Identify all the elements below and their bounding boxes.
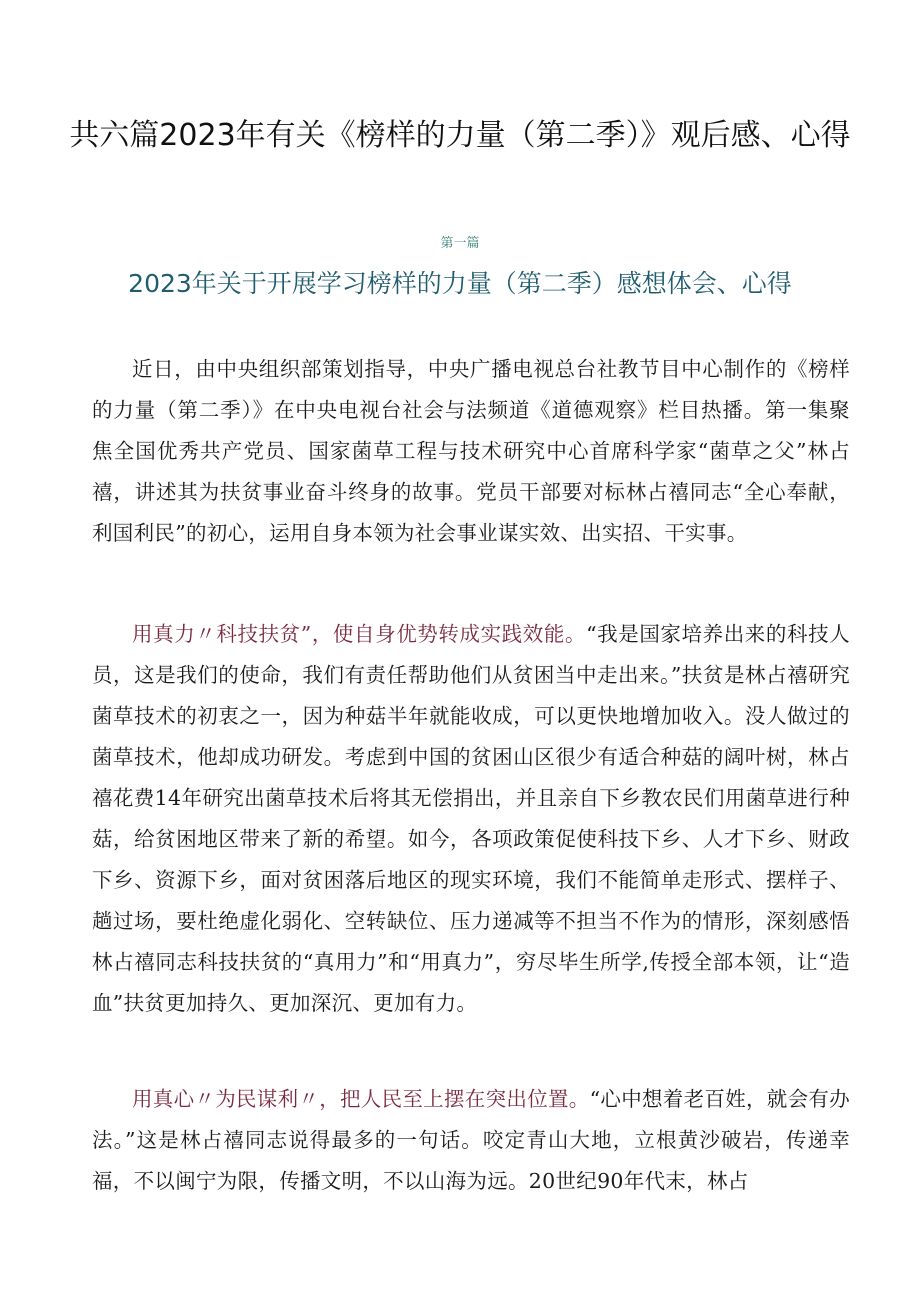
paragraph-2-heading: 用真力〃科技扶贫”，使自身优势转成实践效能。	[132, 622, 587, 646]
section-label: 第一篇	[440, 236, 480, 251]
paragraph-3	[92, 1079, 850, 1202]
document-title: 共六篇2023年有关《榜样的力量（第二季）》观后感、心得	[69, 118, 851, 153]
paragraph-3-heading: 用真心〃为民谋利〃，把人民至上摆在突出位置。	[132, 1087, 590, 1111]
section-title: 2023年关于开展学习榜样的力量（第二季）感想体会、心得	[128, 269, 792, 298]
paragraph-3-text: “心中想着老百姓，就会有办法。”这是林占禧同志说得最多的一句话。咬定青山大地，立根黄沙破岩，传递幸福，不以闽宁为限，传播文明，不以山海为远。20世纪90年代末，林占	[92, 1087, 850, 1193]
paragraph-2	[92, 614, 850, 1024]
paragraph-1-text: 近日，由中央组织部策划指导，中央广播电视总台社教节目中心制作的《榜样的力量（第二季）》在中央电视台社会与法频道《道德观察》栏目热播。第一集聚焦全国优秀共产党员、国家菌草工程与技术研究中心首席科学家“菌草之父”林占禧，讲述其为扶贫事业奋斗终身的故事。党员干部要对标林占禧同志“全心奉献，利国利民”的初心，运用自身本领为社会事业谋实效、出实招、干实事。	[92, 357, 850, 545]
paragraph-1	[92, 349, 850, 554]
paragraph-2-text: “我是国家培养出来的科技人员，这是我们的使命，我们有责任帮助他们从贫困当中走出来。”扶贫是林占禧研究菌草技术的初衷之一，因为种菇半年就能收成，可以更快地增加收入。没人做过的菌草技术，他却成功研发。考虑到中国的贫困山区很少有适合种菇的阔叶树，林占禧花费14年研究出菌草技术后将其无偿捐出，并且亲自下乡教农民们用菌草进行种菇，给贫困地区带来了新的希望。如今，各项政策促使科技下乡、人才下乡、财政下乡、资源下乡，面对贫困落后地区的现实环境，我们不能简单走形式、摆样子、趟过场，要杜绝虚化弱化、空转缺位、压力递减等不担当不作为的情形，深刻感悟林占禧同志科技扶贫的“真用力”和“用真力”，穷尽毕生所学,传授全部本领，让“造血”扶贫更加持久、更加深沉、更加有力。	[92, 622, 850, 1015]
